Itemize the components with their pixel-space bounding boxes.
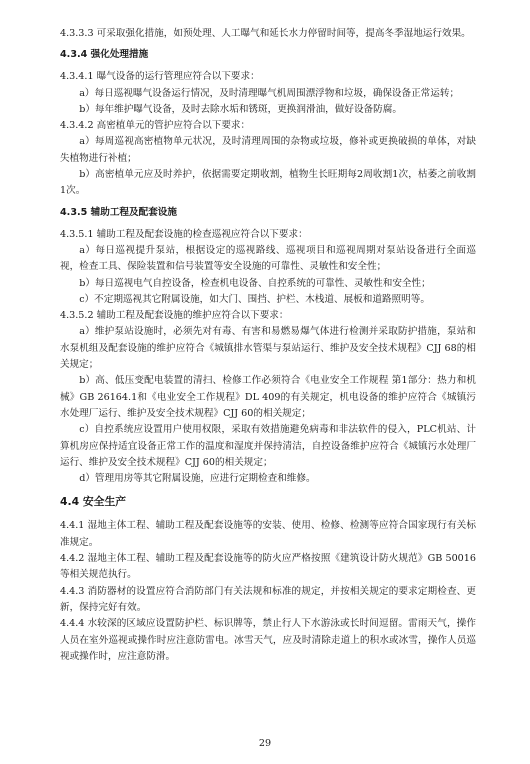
clause-4-3-4-1: 4.3.4.1 曝气设备的运行管理应符合以下要求： [60,71,260,83]
clause-4-3-5-1-b: b）每日巡视电气自控设备，检查机电设备、自控系统的可靠性、灵敏性和安全性； [79,277,431,289]
clause-4-3-3-3: 4.3.3.3 可采取强化措施，如预处理、人工曝气和延长水力停留时间等，提高冬季湿地运行效果。 [60,28,471,39]
document-page [60,26,476,665]
clause-4-3-4-2-b: b）高密植单元应及时养护，依据需要定期收割，植物生长旺期每2周收割1次，枯萎之前收割1次。 [60,169,476,197]
clause-4-3-5-2-a: a）维护泵站设施时，必须先对有毒、有害和易燃易爆气体进行检测并采取防护措施，泵站和水泵机组及配套设施的维护应符合《城镇排水管渠与泵站运行、维护及安全技术规程》CJJ 68的相关规定； [60,326,476,371]
section-heading-4-4: 4.4 安全生产 [60,495,127,509]
clause-4-3-5-2-b: b）高、低压变配电装置的清扫、检修工作必须符合《电业安全工作规程 第1部分：热力和机械》GB 26164.1和《电业安全工作规程》DL 409的有关规定，机电设备的维护应符合《城镇污水处理厂运行、维护及安全技术规程》CJJ 60的相关规定； [60,375,476,419]
clause-4-4-3: 4.4.3 消防器材的设置应符合消防部门有关法规和标准的规定，并按相关规定的要求定期检查、更新，保持完好有效。 [60,585,476,613]
clause-4-3-4-1-b: b）每年维护曝气设备，及时去除水垢和锈斑，更换润滑油，做好设备防腐。 [79,103,402,115]
clause-4-3-5-1-c: c）不定期巡视其它附属设施，如大门、围挡、护栏、木栈道、展板和道路照明等。 [79,293,430,305]
clause-4-3-4-2-a: a）每周巡视高密植物单元状况，及时清理周围的杂物或垃圾，修补或更换破损的单体，对缺失植物进行补植； [60,136,476,164]
section-heading-4-3-4: 4.3.4 强化处理措施 [60,49,149,61]
clause-4-3-4-1-a: a）每日巡视曝气设备运行情况，及时清理曝气机周围漂浮物和垃圾，确保设备正常运转； [79,87,460,99]
clause-4-4-2: 4.4.2 湿地主体工程、辅助工程及配套设施等的防火应严格按照《建筑设计防火规范》GB 50016等相关规范执行。 [60,553,476,581]
clause-4-3-4-2: 4.3.4.2 高密植单元的管护应符合以下要求： [60,120,251,132]
clause-4-4-1: 4.4.1 湿地主体工程、辅助工程及配套设施等的安装、使用、检修、检测等应符合国家现行有关标准规定。 [60,520,476,548]
clause-4-3-5-1-a: a）每日巡视提升泵站，根据设定的巡视路线、巡视项目和巡视周期对泵站设备进行全面巡视，检查工具、保险装置和信号装置等安全设施的可靠性、灵敏性和安全性； [60,244,476,273]
section-heading-4-3-5: 4.3.5 辅助工程及配套设施 [60,206,177,218]
clause-4-4-4: 4.4.4 水较深的区域应设置防护栏、标识牌等，禁止行人下水游泳或长时间逗留。雷雨天气，操作人员在室外巡视或操作时应注意防雷电。冰雪天气，应及时清除走道上的积水或冰雪，操作人员巡视或操作时，应注意防滑。 [60,618,476,662]
clause-4-3-5-2-c: c）自控系统应设置用户使用权限，采取有效措施避免病毒和非法软件的侵入，PLC机站、计算机房应保持适宜设备正常工作的温度和湿度并保持清洁，自控设备维护应符合《城镇污水处理厂运行、维护及安全技术规程》CJJ 60的相关规定； [60,424,476,468]
clause-4-3-5-2-d: d）管理用房等其它附属设施，应进行定期检查和维修。 [79,473,316,485]
clause-4-3-5-2: 4.3.5.2 辅助工程及配套设施的维护应符合以下要求： [60,310,289,322]
clause-4-3-5-1: 4.3.5.1 辅助工程及配套设施的检查巡视应符合以下要求： [60,228,308,240]
page-number: 29 [258,738,272,749]
